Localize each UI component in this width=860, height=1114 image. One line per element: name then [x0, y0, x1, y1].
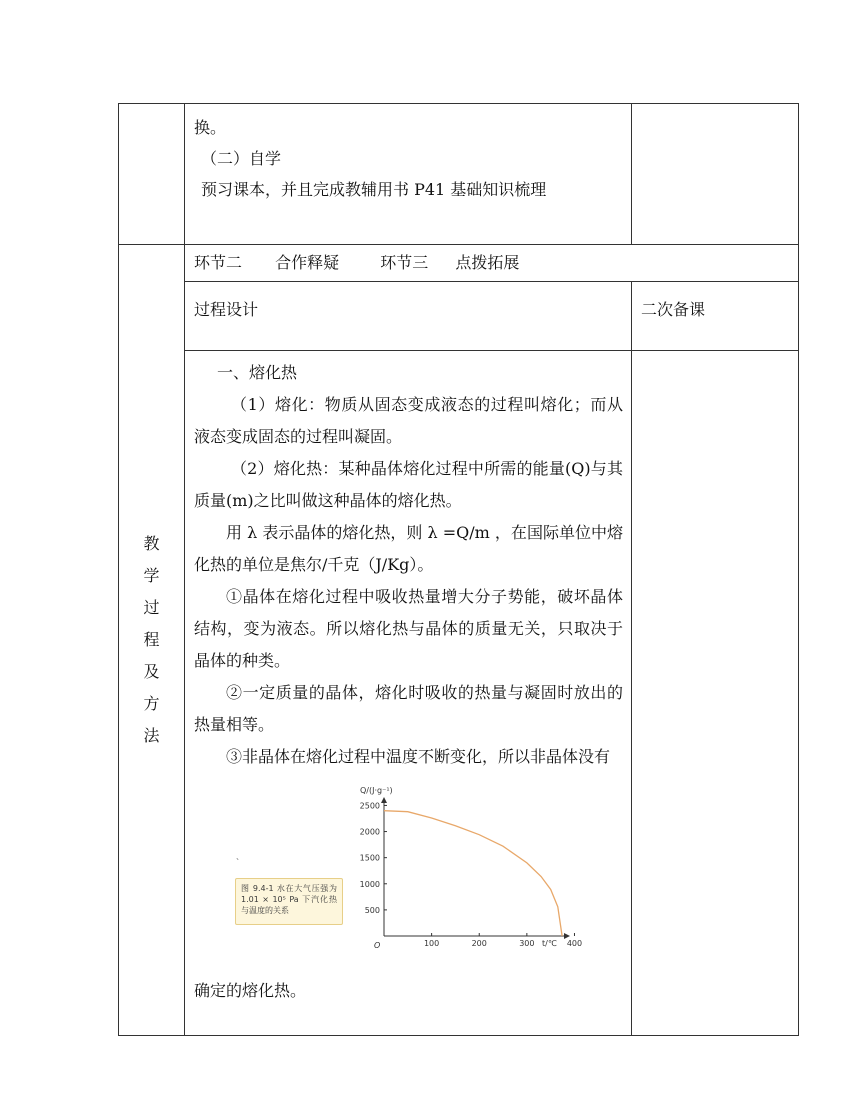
x-tick-label: 200 — [471, 939, 487, 948]
stage-two-title: 合作释疑 — [275, 253, 340, 272]
x-tick-label: 300 — [519, 939, 535, 948]
content-row — [119, 351, 799, 1036]
y-tick-label: 1000 — [359, 879, 380, 889]
paragraph-melting: （1）熔化：物质从固态变成液态的过程叫熔化；而从液态变成固态的过程叫凝固。 — [194, 395, 623, 446]
right-blank-cell — [632, 104, 799, 245]
self-study-heading: （二）自学 — [201, 149, 282, 168]
stage-row — [119, 245, 799, 282]
content-cell — [185, 351, 632, 1036]
process-design-title: 过程设计 — [185, 282, 632, 351]
y-tick-label: 500 — [364, 905, 380, 915]
stage-two-label: 环节二 — [194, 253, 243, 272]
side-char: 教 — [143, 534, 160, 553]
teaching-process-label — [119, 245, 185, 1036]
origin-label: O — [374, 941, 381, 950]
second-prep-blank — [632, 351, 799, 1036]
side-char: 过 — [143, 598, 160, 617]
side-char: 方 — [143, 694, 160, 713]
x-axis-label: t/℃ — [542, 939, 557, 948]
y-axis-arrow — [381, 797, 387, 803]
y-axis-label: Q/(J·g⁻¹) — [360, 786, 393, 795]
side-char: 法 — [143, 726, 160, 745]
stage-three-label: 环节三 — [380, 253, 429, 272]
paragraph-point-3-end: 确定的熔化热。 — [194, 981, 307, 1000]
x-tick-label: 100 — [423, 939, 440, 948]
section-heading: 一、熔化热 — [217, 363, 298, 382]
figure-mark: 、 — [236, 852, 244, 861]
paragraph-point-2: ②一定质量的晶体，熔化时吸收的热量与凝固时放出的热量相等。 — [194, 683, 623, 734]
paragraph-point-3: ③非晶体在熔化过程中温度不断变化，所以非晶体没有 — [226, 747, 611, 766]
y-tick-label: 1500 — [359, 853, 380, 863]
second-prep-title: 二次备课 — [632, 282, 799, 351]
stage-header — [185, 245, 799, 282]
y-tick-label: 2000 — [359, 827, 380, 837]
vaporization-heat-chart — [344, 783, 594, 953]
stage-three-title: 点拨拓展 — [455, 253, 520, 272]
left-blank-cell — [119, 104, 185, 245]
x-tick-label: 400 — [566, 939, 583, 948]
self-study-row — [119, 104, 799, 245]
figure — [194, 783, 624, 975]
series-line — [384, 811, 562, 936]
side-char: 学 — [143, 566, 160, 585]
figure-caption: 图 9.4-1 水在大气压强为 1.01 × 10⁵ Pa 下汽化热与温度的关系 — [235, 878, 343, 925]
paragraph-point-1: ①晶体在熔化过程中吸收热量增大分子势能，破坏晶体结构，变为液态。所以熔化热与晶体的质量无关，只取决于晶体的种类。 — [194, 587, 623, 670]
y-tick-label: 2500 — [359, 801, 380, 811]
self-study-task: 预习课本，并且完成教辅用书 P41 基础知识梳理 — [201, 180, 547, 199]
axis-ticks — [360, 801, 582, 948]
self-study-cell — [185, 104, 632, 245]
paragraph-lambda: 用 λ 表示晶体的熔化热，则 λ =Q/m ，在国际单位中熔化热的单位是焦尔/千克（J/Kg）。 — [194, 523, 623, 574]
lesson-plan-table — [118, 103, 799, 1036]
continued-text: 换。 — [194, 118, 227, 137]
paragraph-heat-of-fusion: （2）熔化热：某种晶体熔化过程中所需的能量(Q)与其质量(m)之比叫做这种晶体的熔化热。 — [194, 459, 623, 510]
process-header-row — [119, 282, 799, 351]
side-char: 及 — [143, 662, 160, 681]
side-char: 程 — [143, 630, 160, 649]
